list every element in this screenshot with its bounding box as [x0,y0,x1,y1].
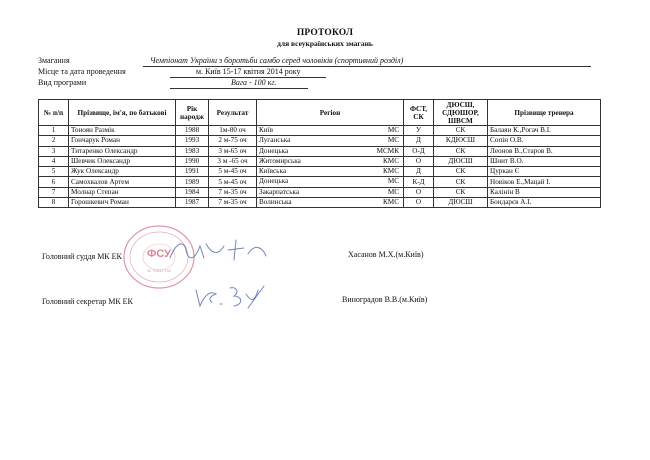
cell-result: 3 м -65 оч [209,156,257,166]
cell-name: Жук Олександр [69,167,176,177]
cell-fst: У [404,126,434,136]
region-name: Житомирська [259,156,301,165]
cell-number: 8 [39,198,69,208]
cell-number: 3 [39,146,69,156]
cell-region [257,198,404,208]
stamp-code: 00 74832 192 [146,268,172,273]
cell-name: Горошкевич Роман [69,198,176,208]
cell-number: 2 [39,136,69,146]
cell-coach: Шнит В.О. [488,156,601,166]
judge-name: Хасанов М.Х.(м.Київ) [348,250,424,259]
protocol-title: ПРОТОКОЛ [296,28,354,38]
table-body [39,126,601,208]
cell-name: Самохвалов Артем [69,177,176,187]
cell-year: 1988 [176,126,209,136]
cell-school: СК [434,126,488,136]
sport-rank: МС [387,136,399,145]
cell-coach: Леонов В.,Старов В. [488,146,601,156]
cell-fst: О [404,156,434,166]
cell-year: 1983 [176,146,209,156]
cell-coach: Новіков Е.,Мацай І. [488,177,601,187]
col-header-school: ДЮСШ, СДЮШОР, ШВСМ [434,100,488,126]
cell-year: 1991 [176,167,209,177]
place-row [38,67,598,78]
cell-year: 1987 [176,198,209,208]
cell-number: 7 [39,187,69,197]
table-row [39,156,601,166]
cell-result: 5 м-45 оч [209,167,257,177]
col-header-coach: Прізвище тренера [488,100,601,126]
cell-school: СК [434,187,488,197]
table-row [39,167,601,177]
judge-label: Головний суддя МК ЕК [42,252,122,261]
cell-fst: О-Д [404,146,434,156]
region-name: Донецька [259,177,289,186]
program-row [38,78,598,89]
table-row [39,177,601,187]
cell-year: 1989 [176,177,209,187]
cell-school: КДЮСШ [434,136,488,146]
program-label: Вид програми [38,78,87,87]
cell-school: ДЮСШ [434,156,488,166]
region-name: Київ [259,126,274,134]
cell-result: 7 м-35 оч [209,198,257,208]
cell-school: СК [434,146,488,156]
cell-region [257,167,404,177]
region-name: Київська [259,167,287,176]
table-row [39,198,601,208]
sport-rank: КМС [383,198,399,207]
col-header-region: Регіон [257,100,404,126]
secretary-name: Виноградов В.В.(м.Київ) [342,295,428,304]
table-header-row [39,100,601,126]
region-name: Донецька [259,146,289,155]
cell-fst: К-Д [404,177,434,187]
cell-result: 3 м-65 оч [209,146,257,156]
sport-rank: МС [387,187,399,196]
table-row [39,187,601,197]
col-header-year: Рік народж [176,100,209,126]
cell-fst: Д [404,167,434,177]
cell-region [257,187,404,197]
cell-coach: Цуркан Є [488,167,601,177]
cell-number: 6 [39,177,69,187]
cell-name: Молнар Степан [69,187,176,197]
cell-result: 5 м-45 оч [209,177,257,187]
cell-region [257,136,404,146]
cell-fst: О [404,187,434,197]
col-header-number: № п/п [39,100,69,126]
sport-rank: КМС [383,167,399,176]
sport-rank: МС [387,126,399,134]
competition-row [38,56,598,67]
cell-year: 1993 [176,136,209,146]
cell-year: 1984 [176,187,209,197]
secretary-label: Головний секретар МК ЕК [42,297,133,306]
stamp-text: ФСУ [146,248,172,260]
place-value: м. Київ 15-17 квітня 2014 року [196,67,301,76]
protocol-header [0,28,650,48]
cell-region [257,156,404,166]
cell-name: Гончарук Роман [69,136,176,146]
place-label: Місце та дата проведення [38,67,126,76]
cell-region [257,177,404,187]
table-row [39,146,601,156]
col-header-result: Результат [209,100,257,126]
cell-coach: Бондарєв А.І. [488,198,601,208]
results-table [38,99,601,208]
competition-value: Чемпіонат України з боротьби самбо серед чоловіків (спортивний розділ) [150,56,404,65]
cell-coach: Балаян К.,Рогач В.І. [488,126,601,136]
col-header-fst: ФСТ, СК [404,100,434,126]
cell-region [257,126,404,136]
cell-coach: Калінін В [488,187,601,197]
table-row [39,126,601,136]
cell-coach: Сопін О.В. [488,136,601,146]
region-name: Закарпатська [259,187,300,196]
cell-result: 2 м-75 оч [209,136,257,146]
sport-rank: МС [387,177,399,186]
secretary-signature [190,282,270,312]
cell-name: Тоноян Размік [69,126,176,136]
cell-name: Титаренко Олександр [69,146,176,156]
judge-signature [166,236,274,268]
region-name: Волинська [259,198,292,207]
cell-number: 4 [39,156,69,166]
sport-rank: МСМК [376,146,399,155]
competition-label: Змагання [38,56,70,65]
cell-number: 1 [39,126,69,136]
table-row [39,136,601,146]
sport-rank: КМС [383,156,399,165]
cell-fst: Д [404,136,434,146]
region-name: Луганська [259,136,291,145]
protocol-subtitle: для всеукраїнських змагань [277,39,373,48]
cell-result: 7 м-35 оч [209,187,257,197]
program-value: Вага - 100 кг. [231,78,277,87]
cell-name: Шевчик Олександр [69,156,176,166]
cell-year: 1990 [176,156,209,166]
cell-region [257,146,404,156]
cell-school: ДЮСШ [434,198,488,208]
program-underline [170,88,308,89]
cell-fst: О [404,198,434,208]
cell-school: СК [434,167,488,177]
cell-school: СК [434,177,488,187]
cell-result: 1м-80 оч [209,126,257,136]
cell-number: 5 [39,167,69,177]
col-header-name: Прізвище, ім'я, по батькові [69,100,176,126]
